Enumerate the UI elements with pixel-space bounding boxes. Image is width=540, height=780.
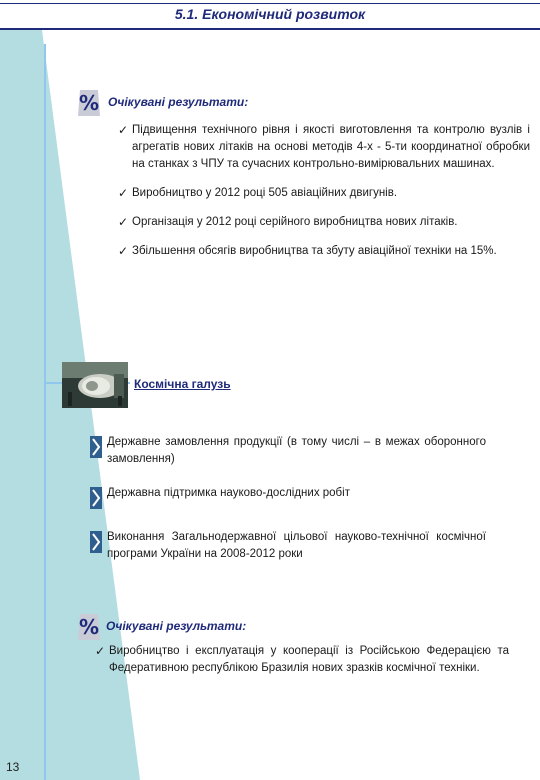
header-line-top <box>0 3 540 4</box>
header-line-bottom <box>0 28 540 30</box>
arrow-bullet-icon <box>90 487 102 509</box>
page-title: 5.1. Економічний розвиток <box>174 6 366 22</box>
svg-text:%: % <box>78 91 100 115</box>
check-icon: ✓ <box>118 123 129 137</box>
list-item: Державна підтримка науково-дослідних робіт <box>90 485 486 502</box>
list-item: ✓ Виробництво у 2012 році 505 авіаційних двигунів. <box>118 186 398 200</box>
check-icon: ✓ <box>118 244 129 258</box>
arrow-bullet-icon <box>90 531 102 553</box>
percent-icon <box>76 88 102 118</box>
svg-text:%: % <box>78 615 100 639</box>
header-band <box>0 0 540 36</box>
space-results-heading: Очікувані результати: <box>106 619 247 633</box>
space-results-list <box>95 643 509 689</box>
arrow-bullet-icon <box>90 436 102 458</box>
space-sector-photo <box>62 362 128 408</box>
list-item: ✓ Організація у 2012 році серійного виробництва нових літаків. <box>118 215 458 229</box>
list-item: ✓ Збільшення обсягів виробництва та збуту авіаційної техніки на 15%. <box>118 244 497 258</box>
check-icon: ✓ <box>95 644 106 658</box>
list-item: ✓ Підвищення технічного рівня і якості виготовлення та контролю вузлів і агрегатів нових літаків на основі методів 4-х - 5-ти координатної обробки на станках з ЧПУ та сучасних контрольно-вимірювальних машинах. <box>118 123 530 170</box>
list-item: ✓ Виробництво і експлуатація у кооперації із Російською Федерацією та Федеративною республікою Бразилія нових зразків космічної техніки. <box>95 644 509 674</box>
percent-icon <box>76 612 102 642</box>
check-icon: ✓ <box>118 215 129 229</box>
aviation-results-heading: Очікувані результати: <box>108 95 249 109</box>
list-item: Державне замовлення продукції (в тому числі – в межах оборонного замовлення) <box>90 434 486 468</box>
space-sector-title: Космічна галузь <box>134 377 231 391</box>
check-icon: ✓ <box>118 186 129 200</box>
page-number: 13 <box>6 760 20 774</box>
aviation-results-list <box>118 122 530 272</box>
list-item: Виконання Загальнодержавної цільової науково-технічної космічної програми України на 2008-2012 роки <box>90 529 486 563</box>
